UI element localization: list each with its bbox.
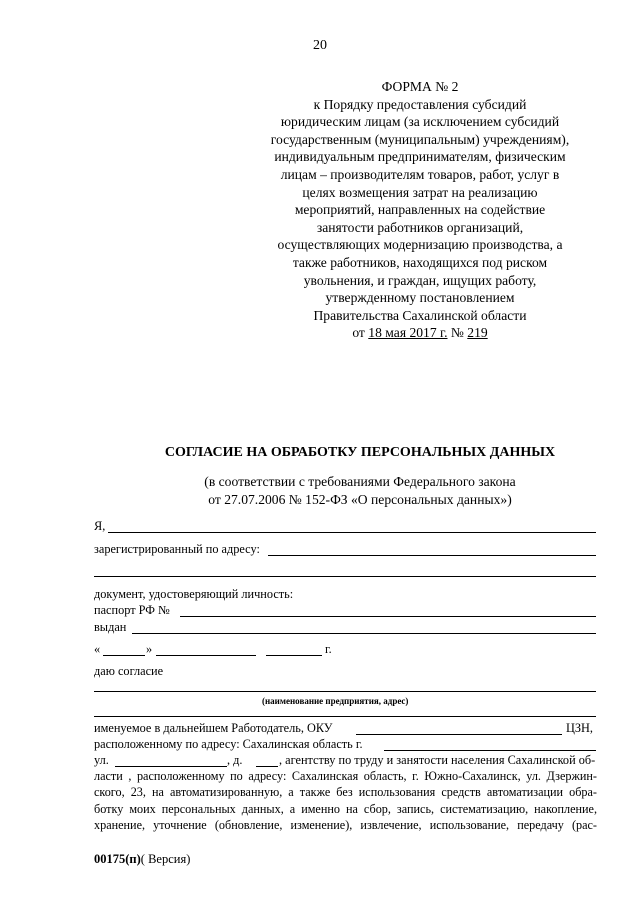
form-line: государственным (муниципальным) учреждениям), (270, 131, 570, 147)
form-line: мероприятий, направленных на содействие (294, 202, 546, 218)
body-line: ского, 23, на автоматизированную, а также без использования средств автоматизации обра- (94, 785, 597, 800)
identity-document-label: документ, удостоверяющий личность: (94, 587, 294, 601)
issue-day-field[interactable] (103, 655, 145, 656)
issue-month-field[interactable] (156, 655, 256, 656)
form-line: утвержденному постановлением (325, 290, 515, 306)
registered-address-field-line-2[interactable] (94, 576, 596, 577)
body-line-3-street-label: ул. (94, 753, 109, 767)
consent-subtitle-line-2: от 27.07.2006 № 152-ФЗ «О персональных данных») (208, 492, 512, 507)
form-line: занятости работников организаций, (316, 219, 524, 235)
approval-date: 18 мая 2017 г. (368, 325, 448, 341)
form-line: юридическим лицам (за исключением субсидий (280, 114, 560, 130)
body-line-1-start: именуемое в дальнейшем Работодатель, ОКУ (94, 721, 333, 735)
full-name-field[interactable] (108, 532, 596, 533)
body-paragraph (94, 768, 597, 834)
oku-house-field[interactable] (256, 766, 278, 767)
body-line: хранение, уточнение (обновление, изменение), извлечение, использование, передачу (рас- (94, 818, 597, 833)
issue-year-field[interactable] (266, 655, 322, 656)
page-number: 20 (313, 38, 327, 53)
document-version: ( Версия) (140, 852, 191, 866)
oku-name-field[interactable] (356, 734, 562, 735)
i-label: Я, (94, 519, 106, 533)
approval-number: 219 (467, 325, 488, 341)
consent-subtitle (80, 473, 640, 509)
issued-by-field[interactable] (132, 633, 596, 634)
registered-address-label: зарегистрированный по адресу: (94, 542, 260, 556)
issued-by-label: выдан (94, 620, 127, 634)
body-line: ботку моих персональных данных, а именно на сбор, запись, систематизацию, накопление, (94, 801, 597, 816)
consent-title: СОГЛАСИЕ НА ОБРАБОТКУ ПЕРСОНАЛЬНЫХ ДАННЫХ (164, 445, 556, 460)
form-line: Правительства Сахалинской области (313, 307, 527, 323)
passport-number-field[interactable] (180, 616, 596, 617)
form-date-line (248, 324, 592, 342)
form-line: также работников, находящихся под риском (292, 254, 548, 270)
body-line-2: расположенному по адресу: Сахалинская область г. (94, 737, 363, 751)
organization-hint: (наименование предприятия, адрес) (262, 696, 409, 706)
consent-subtitle-line-1: (в соответствии с требованиями Федерального закона (204, 474, 516, 489)
form-line: лицам – производителям товаров, работ, услуг в (280, 166, 560, 182)
oku-street-field[interactable] (115, 766, 227, 767)
date-prefix: от (352, 325, 369, 341)
number-prefix: № (447, 325, 468, 341)
form-line: осуществляющих модернизацию производства, а (277, 237, 563, 253)
consent-given-label: даю согласие (94, 664, 164, 678)
date-close-quote: » (146, 642, 153, 656)
date-open-quote: « (94, 642, 101, 656)
body-line-3-house-label: , д. (227, 753, 243, 767)
document-code: 00175(п) (94, 852, 141, 866)
form-header (248, 78, 592, 342)
body-line-3-end: , агентству по труду и занятости населения Сахалинской об- (279, 753, 596, 767)
document-footer (94, 852, 190, 867)
body-line: ласти , расположенному по адресу: Сахалинская область, г. Южно-Сахалинск, ул. Дзержин- (94, 769, 597, 783)
year-suffix: г. (325, 642, 332, 656)
form-line: к Порядку предоставления субсидий (313, 96, 527, 112)
body-line-1-end: ЦЗН, (566, 721, 593, 735)
organization-field-line-2[interactable] (94, 716, 596, 717)
form-title: ФОРМА № 2 (381, 79, 459, 94)
form-line: целях возмещения затрат на реализацию (302, 184, 538, 200)
oku-city-field[interactable] (384, 750, 596, 751)
passport-label: паспорт РФ № (94, 603, 170, 617)
registered-address-field[interactable] (268, 555, 596, 556)
form-line: увольнения, и граждан, ищущих работу, (303, 272, 537, 288)
form-line: индивидуальным предпринимателям, физическим (274, 149, 566, 165)
organization-field[interactable] (94, 691, 596, 692)
